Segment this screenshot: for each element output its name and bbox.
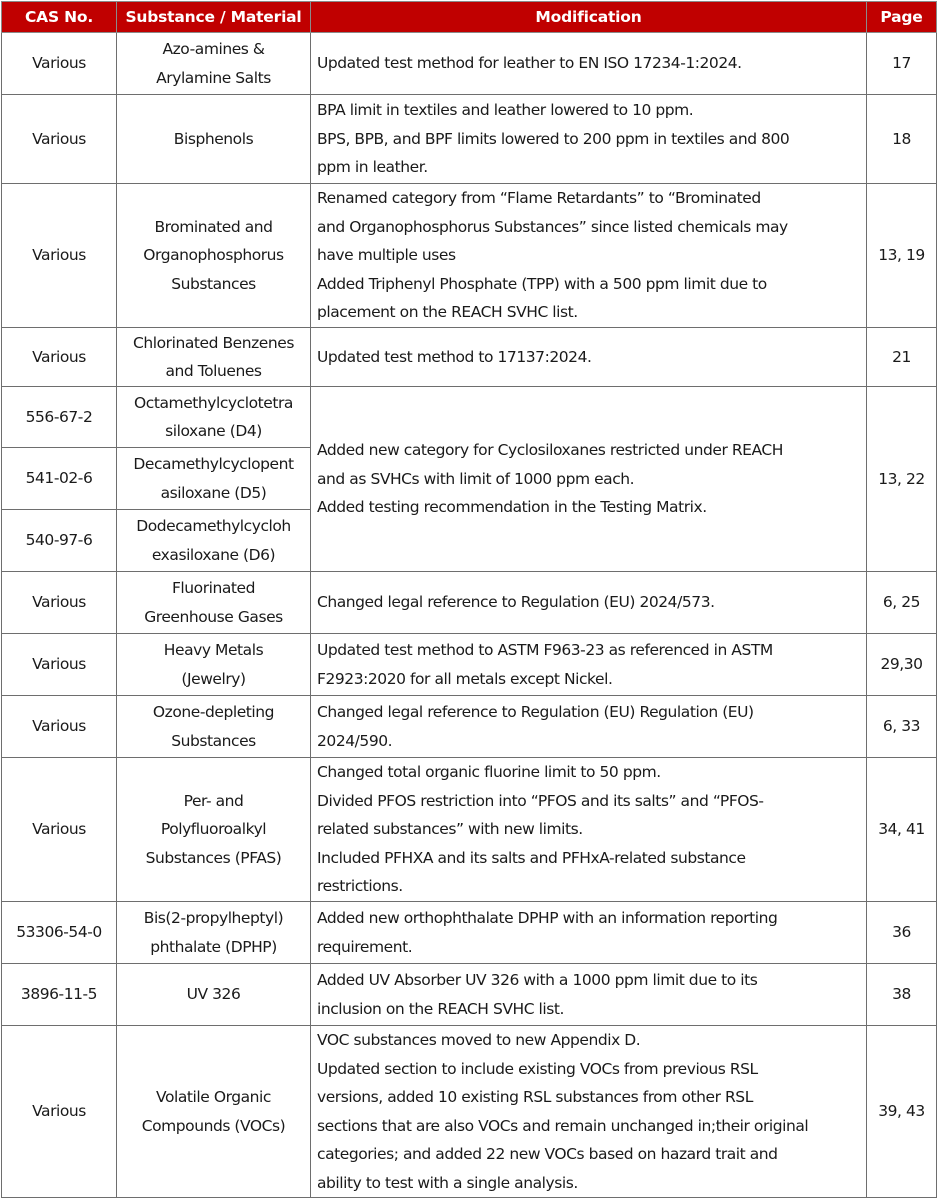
cell-line: Fluorinated [171, 579, 256, 597]
page-cell: 29,30 [867, 634, 937, 696]
cell-line: and Toluenes [165, 362, 262, 380]
cas-cell: Various [2, 696, 117, 758]
page-cell: 34, 41 [867, 758, 937, 902]
cas-cell: Various [2, 328, 117, 387]
cell-line: Chlorinated Benzenes [133, 333, 294, 352]
cell-line: VOC substances moved to new Appendix D. [317, 1031, 641, 1049]
cell-line: siloxane (D4) [165, 422, 262, 440]
page-cell: 38 [867, 964, 937, 1026]
cell-line: Bisphenols [173, 129, 254, 148]
cell-line: Updated test method to 17137:2024. [317, 347, 592, 366]
cell-line: F2923:2020 for all metals except Nickel. [317, 669, 613, 688]
cell-line: and Organophosphorus Substances” since listed chemicals may [317, 217, 788, 236]
cell-line: Volatile Organic [156, 1088, 271, 1106]
table-row [2, 328, 937, 387]
header-page: Page [867, 2, 937, 33]
substance-cell [117, 33, 311, 95]
cell-line: Heavy Metals [163, 641, 264, 659]
cell-line: placement on the REACH SVHC list. [317, 303, 578, 322]
cell-line: Bis(2-propylheptyl) [143, 909, 284, 927]
page-cell: 6, 25 [867, 572, 937, 634]
cell-line: Included PFHXA and its salts and PFHxA-related substance [317, 848, 746, 867]
cell-line: Added UV Absorber UV 326 with a 1000 ppm limit due to its [317, 971, 758, 989]
modification-cell [311, 758, 867, 902]
cell-line: Added new category for Cyclosiloxanes restricted under REACH [317, 441, 783, 460]
cell-line: sections that are also VOCs and remain unchanged in;their original [317, 1116, 809, 1135]
substance-cell [117, 328, 311, 387]
header-row [2, 2, 937, 33]
cell-line: Changed legal reference to Regulation (EU) Regulation (EU) [317, 703, 754, 721]
cas-cell: Various [2, 33, 117, 95]
cell-line: related substances” with new limits. [317, 820, 583, 839]
substance-cell [117, 964, 311, 1026]
cell-line: requirement. [317, 937, 413, 956]
page-cell: 36 [867, 902, 937, 964]
cell-line: Changed legal reference to Regulation (EU) 2024/573. [317, 593, 715, 612]
modification-cell [311, 328, 867, 387]
table-row [2, 184, 937, 328]
table-row [2, 572, 937, 634]
page-cell: 13, 22 [867, 387, 937, 572]
cell-line: restrictions. [317, 877, 403, 896]
cell-line: ppm in leather. [317, 158, 428, 177]
page-cell: 13, 19 [867, 184, 937, 328]
header-cas: CAS No. [2, 2, 117, 33]
modifications-table [1, 1, 937, 1198]
modification-cell [311, 387, 867, 572]
substance-cell [117, 184, 311, 328]
cell-line: Azo-amines & [162, 40, 265, 58]
cell-line: exasiloxane (D6) [151, 545, 276, 564]
cell-line: BPS, BPB, and BPF limits lowered to 200 ppm in textiles and 800 [317, 129, 790, 148]
substance-cell [117, 696, 311, 758]
cell-line: Decamethylcyclopent [133, 455, 294, 473]
substance-cell [117, 758, 311, 902]
cell-line: Added testing recommendation in the Testing Matrix. [317, 498, 707, 517]
cell-line: asiloxane (D5) [160, 483, 267, 502]
modification-cell [311, 634, 867, 696]
cell-line: phthalate (DPHP) [150, 937, 277, 956]
modification-cell [311, 572, 867, 634]
cell-line: Substances [171, 731, 256, 750]
cas-cell: 53306-54-0 [2, 902, 117, 964]
cell-line: Arylamine Salts [156, 68, 271, 87]
modification-cell [311, 696, 867, 758]
cell-line: inclusion on the REACH SVHC list. [317, 999, 564, 1018]
page-cell: 39, 43 [867, 1026, 937, 1198]
substance-cell [117, 634, 311, 696]
modification-cell [311, 1026, 867, 1198]
page-cell: 21 [867, 328, 937, 387]
cell-line: Renamed category from “Flame Retardants” to “Brominated [317, 189, 761, 208]
cell-line: Compounds (VOCs) [141, 1116, 286, 1135]
cell-line: Organophosphorus [143, 246, 284, 265]
table-row [2, 95, 937, 184]
cell-line: Per- and [183, 791, 244, 810]
page-cell: 6, 33 [867, 696, 937, 758]
table-row [2, 33, 937, 95]
substance-cell [117, 572, 311, 634]
cell-line: (Jewelry) [181, 669, 246, 688]
cell-line: ability to test with a single analysis. [317, 1173, 578, 1192]
modification-cell [311, 964, 867, 1026]
substance-cell [117, 1026, 311, 1198]
cas-cell: Various [2, 758, 117, 902]
cas-cell: Various [2, 95, 117, 184]
modification-cell [311, 902, 867, 964]
table-row [2, 902, 937, 964]
table-body [2, 33, 937, 1198]
cell-line: have multiple uses [317, 246, 456, 265]
page-cell: 17 [867, 33, 937, 95]
cell-line: Polyfluoroalkyl [160, 820, 267, 839]
cell-line: Updated section to include existing VOCs from previous RSL [317, 1059, 758, 1078]
cas-cell: Various [2, 634, 117, 696]
substance-cell [117, 902, 311, 964]
substance-cell [117, 510, 311, 572]
substance-cell [117, 95, 311, 184]
cas-cell: 3896-11-5 [2, 964, 117, 1026]
cell-line: 2024/590. [317, 731, 393, 750]
cell-line: Greenhouse Gases [144, 607, 283, 626]
cell-line: Brominated and [154, 217, 273, 236]
header-modification: Modification [311, 2, 867, 33]
cell-line: and as SVHCs with limit of 1000 ppm each. [317, 469, 635, 488]
header-substance: Substance / Material [117, 2, 311, 33]
cell-line: Dodecamethylcycloh [136, 517, 291, 535]
cas-cell: Various [2, 572, 117, 634]
cell-line: Divided PFOS restriction into “PFOS and its salts” and “PFOS- [317, 791, 764, 810]
cell-line: Added new orthophthalate DPHP with an information reporting [317, 909, 778, 927]
page-cell: 18 [867, 95, 937, 184]
modification-cell [311, 184, 867, 328]
cell-line: Updated test method for leather to EN ISO 17234-1:2024. [317, 54, 742, 73]
cas-cell: 540-97-6 [2, 510, 117, 572]
table-row [2, 758, 937, 902]
substance-cell [117, 448, 311, 510]
cell-line: categories; and added 22 new VOCs based on hazard trait and [317, 1145, 778, 1163]
table-row [2, 634, 937, 696]
table-row [2, 696, 937, 758]
cas-cell: 556-67-2 [2, 387, 117, 448]
table-row [2, 964, 937, 1026]
cell-line: Changed total organic fluorine limit to 50 ppm. [317, 763, 661, 782]
substance-cell [117, 387, 311, 448]
table-row [2, 1026, 937, 1198]
cas-cell: Various [2, 1026, 117, 1198]
cell-line: BPA limit in textiles and leather lowered to 10 ppm. [317, 101, 694, 120]
cas-cell: 541-02-6 [2, 448, 117, 510]
modification-cell [311, 95, 867, 184]
cell-line: UV 326 [186, 985, 241, 1004]
cell-line: Octamethylcyclotetra [134, 393, 293, 412]
cell-line: Added Triphenyl Phosphate (TPP) with a 500 ppm limit due to [317, 274, 767, 293]
cell-line: Substances (PFAS) [145, 848, 282, 867]
cell-line: versions, added 10 existing RSL substances from other RSL [317, 1088, 753, 1106]
table-row [2, 387, 937, 448]
cas-cell: Various [2, 184, 117, 328]
cell-line: Updated test method to ASTM F963-23 as referenced in ASTM [317, 641, 773, 659]
cell-line: Substances [171, 274, 256, 293]
modification-cell [311, 33, 867, 95]
cell-line: Ozone-depleting [152, 703, 275, 721]
